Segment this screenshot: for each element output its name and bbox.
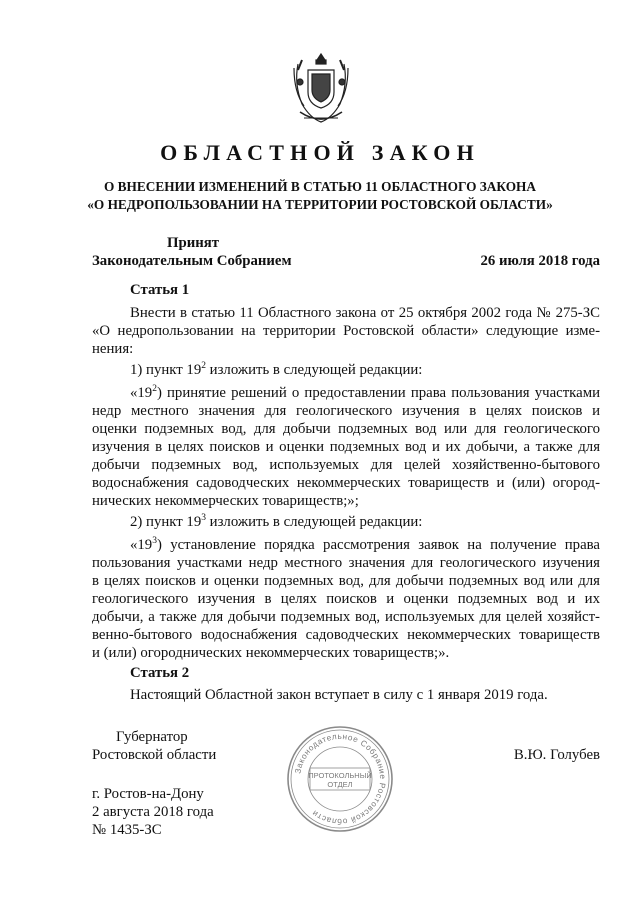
stamp-ring-text: Законодательное Собрание Ростовской области — [293, 731, 388, 827]
article-1-intro-line: нения: — [92, 341, 134, 357]
quote-2-line: венно-бытового водоснабжения садоводческих некоммерческих товариществ — [92, 627, 600, 643]
item-1: 1) пункт $19^2$ изложить в следующей редакции: — [130, 361, 423, 378]
law-subtitle-line-1: О ВНЕСЕНИИ ИЗМЕНЕНИЙ В СТАТЬЮ 11 ОБЛАСТНОГО ЗАКОНА — [103, 179, 537, 194]
law-number: № 1435-ЗС — [92, 822, 162, 838]
stamp-center-line: ПРОТОКОЛЬНЫЙ — [308, 771, 372, 780]
quote-1-line: недр местного значения для геологического изучения в целях поисков и — [92, 403, 600, 419]
seal-stamp-icon — [285, 724, 395, 834]
quote-1-first-line: «$19^2$) принятие решений о предоставлении права пользования участками — [130, 384, 600, 401]
law-subtitle-line-2: «О НЕДРОПОЛЬЗОВАНИИ НА ТЕРРИТОРИИ РОСТОВСКОЙ ОБЛАСТИ» — [87, 197, 553, 212]
article-1-intro-line: «О недропользовании на территории Ростовской области» следующие изме- — [92, 323, 600, 339]
adoption-date: 26 июля 2018 года — [480, 253, 600, 269]
article-1-intro-line: Внести в статью 11 Областного закона от 25 октября 2002 года № 275-ЗС — [130, 305, 600, 321]
adopted-label: Принят — [167, 235, 220, 251]
document-title: ОБЛАСТНОЙ ЗАКОН — [160, 140, 480, 165]
quote-2-line: геологического изучения в целях поисков и оценки подземных вод и их — [92, 591, 600, 607]
quote-1-line: нических некоммерческих товариществ;»; — [92, 493, 359, 509]
signatory-region: Ростовской области — [92, 747, 217, 763]
article-1-heading: Статья 1 — [130, 282, 190, 298]
article-2-heading: Статья 2 — [130, 665, 190, 681]
quote-1-line: изучения в целях поисков и оценки подземных вод и их добычи, а также для — [92, 439, 600, 455]
quote-1-line: водоснабжения садоводческих некоммерческих товариществ и (или) огород- — [92, 475, 600, 491]
signing-date: 2 августа 2018 года — [92, 804, 214, 820]
signing-place: г. Ростов-на-Дону — [92, 786, 204, 802]
quote-2-first-line: «$19^3$) установление порядка рассмотрения заявок на получение права — [130, 536, 600, 553]
article-2-text: Настоящий Областной закон вступает в силу с 1 января 2019 года. — [130, 687, 548, 703]
quote-2-line: в целях поисков и оценки подземных вод, для добычи подземных вод или для — [92, 573, 600, 589]
quote-2-line: пользования участками недр местного значения для геологического изучения — [92, 555, 600, 571]
signatory-name: В.Ю. Голубев — [513, 747, 600, 763]
signatory-position: Губернатор — [116, 729, 188, 745]
item-2: 2) пункт $19^3$ изложить в следующей редакции: — [130, 513, 423, 530]
coat-of-arms-icon — [290, 52, 352, 128]
quote-2-line: добычи, а также для добычи подземных вод, используемых для целей хозяйст- — [92, 609, 600, 625]
stamp-center-line: ОТДЕЛ — [327, 780, 353, 789]
quote-1-line: оценки подземных вод, для добычи подземных вод или для геологического — [92, 421, 600, 437]
quote-2-line: и (или) огороднических некоммерческих товариществ;». — [92, 645, 450, 661]
quote-1-line: добычи подземных вод, используемых для целей хозяйственно-бытового — [92, 457, 600, 473]
adopted-by: Законодательным Собранием — [92, 253, 292, 269]
